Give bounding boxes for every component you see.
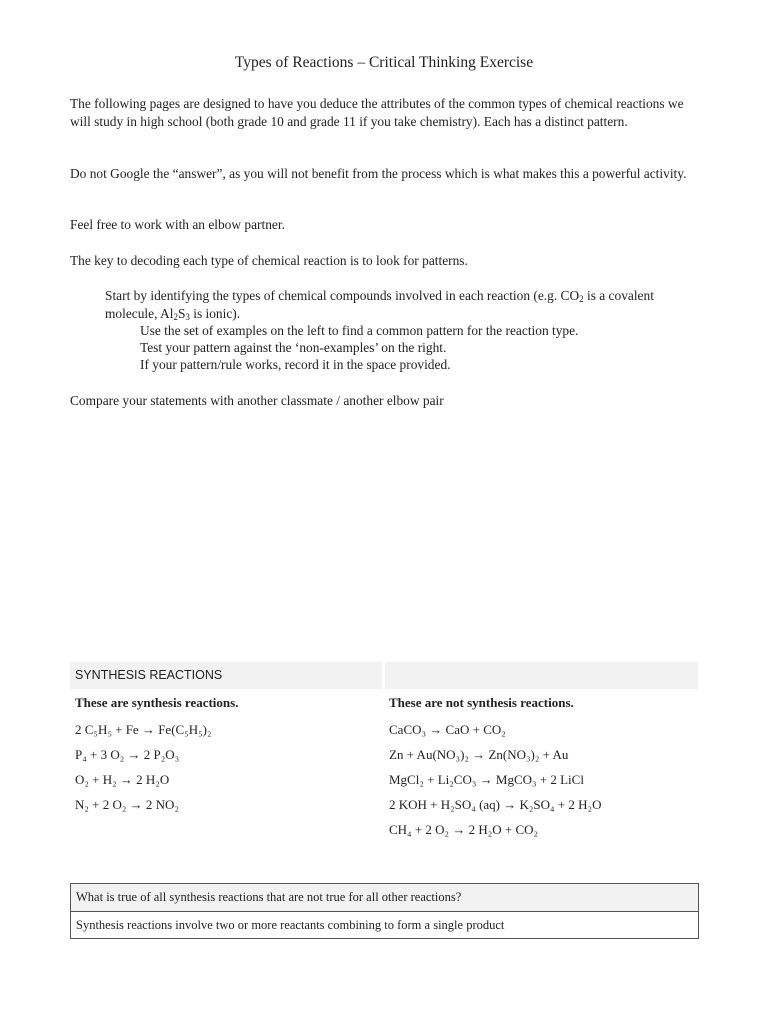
answer-field[interactable]: Synthesis reactions involve two or more reactants combining to form a single product: [76, 918, 505, 932]
intro-paragraph-4: The key to decoding each type of chemical reaction is to look for patterns.: [70, 253, 468, 268]
intro-paragraph-5: Compare your statements with another classmate / another elbow pair: [70, 393, 444, 408]
synthesis-section-title: SYNTHESIS REACTIONS: [70, 662, 382, 689]
example-equation: 2 C₅H₅ + Fe → Fe(C₅H₅)₂: [75, 722, 212, 737]
nonexamples-column: [384, 695, 698, 846]
examples-label: These are synthesis reactions.: [75, 695, 239, 710]
intro-paragraph-3: Feel free to work with an elbow partner.: [70, 217, 285, 232]
header-empty-cell: [385, 662, 698, 689]
example-equation: N₂ + 2 O₂ → 2 NO₂: [75, 797, 179, 812]
nonexample-equation: Zn + Au(NO₃)₂ → Zn(NO₃)₂ + Au: [389, 747, 569, 762]
page-title: Types of Reactions – Critical Thinking Exercise: [234, 54, 534, 71]
step-test-pattern: Test your pattern against the ‘non-examples’ on the right.: [140, 340, 447, 355]
question-prompt: What is true of all synthesis reactions that are not true for all other reactions?: [71, 884, 698, 912]
synthesis-question-box: [70, 883, 699, 939]
step-find-pattern: Use the set of examples on the left to find a common pattern for the reaction type.: [140, 323, 579, 338]
nonexamples-label: These are not synthesis reactions.: [389, 695, 574, 710]
step-identify-compounds: Start by identifying the types of chemical compounds involved in each reaction (e.g. $CO_2$ is a covalent molecule, $Al_2S_3$ is ionic).: [105, 288, 654, 322]
examples-column: [70, 695, 384, 846]
synthesis-table-header: [70, 662, 698, 689]
nonexample-equation: CH₄ + 2 O₂ → 2 H₂O + CO₂: [389, 822, 539, 837]
nonexample-equation: MgCl₂ + Li₂CO₃ → MgCO₃ + 2 LiCl: [389, 772, 584, 787]
nonexample-equation: 2 KOH + H₂SO₄ (aq) → K₂SO₄ + 2 H₂O: [389, 797, 602, 812]
example-equation: P₄ + 3 O₂ → 2 P₂O₃: [75, 747, 180, 762]
step-record-rule: If your pattern/rule works, record it in the space provided.: [140, 357, 451, 372]
intro-paragraph-1: The following pages are designed to have you deduce the attributes of the common types of chemical reactions we will study in high school (both grade 10 and grade 11 if you take chemistry). Each has a distinct pattern.: [70, 96, 684, 129]
nonexample-equation: CaCO₃ → CaO + CO₂: [389, 722, 506, 737]
intro-paragraph-2: Do not Google the “answer”, as you will not benefit from the process which is what makes this a powerful activity.: [70, 166, 687, 181]
synthesis-table: [70, 662, 698, 846]
example-equation: O₂ + H₂ → 2 H₂O: [75, 772, 170, 787]
